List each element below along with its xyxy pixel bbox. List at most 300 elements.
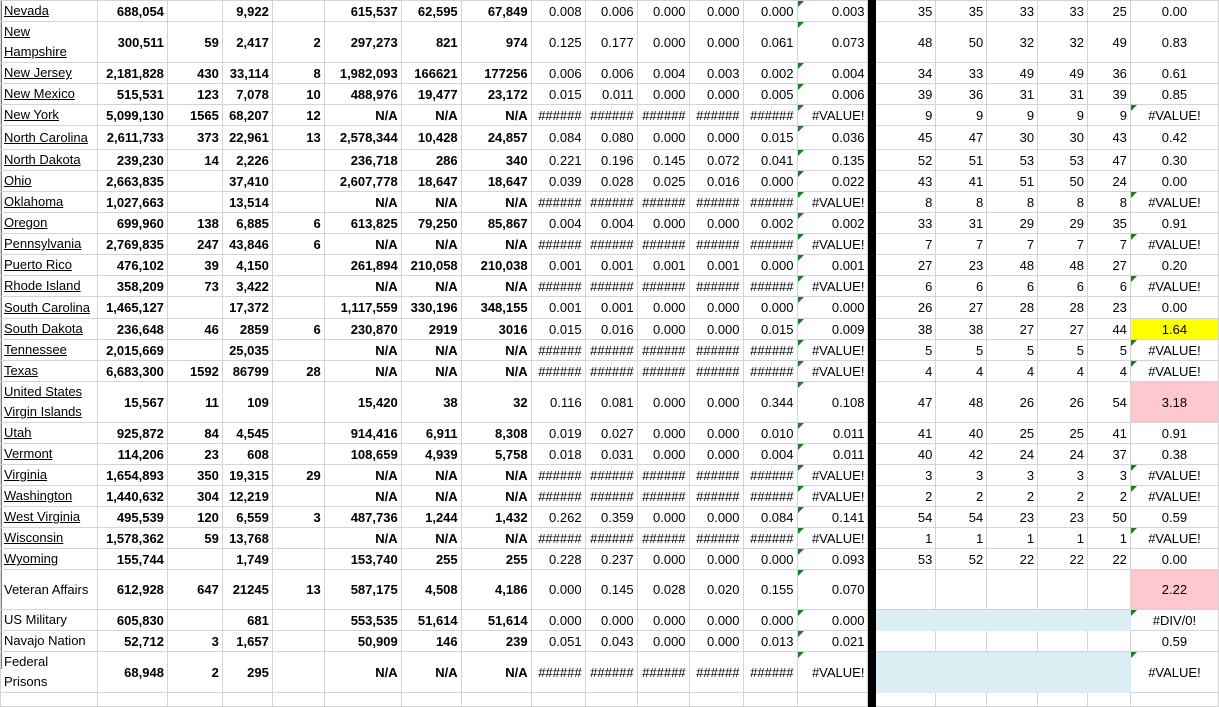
data-cell[interactable]: 18,647 [461, 171, 531, 192]
data-cell[interactable]: 0.116 [531, 382, 585, 423]
data-cell[interactable]: 1592 [167, 361, 222, 382]
data-cell[interactable]: 39 [167, 255, 222, 276]
rank-cell[interactable]: 3 [1038, 465, 1088, 486]
data-cell[interactable]: 0.001 [585, 297, 637, 319]
rank-cell[interactable]: 24 [1038, 444, 1088, 465]
data-cell[interactable]: 0.072 [689, 150, 743, 171]
rank-cell[interactable]: 23 [936, 255, 987, 276]
data-cell[interactable]: 0.000 [689, 610, 743, 631]
rank-cell[interactable]: 28 [987, 297, 1038, 319]
data-cell[interactable]: 0.008 [531, 1, 585, 22]
data-cell[interactable]: 236,648 [97, 319, 167, 340]
data-cell[interactable]: 6,559 [222, 507, 272, 528]
ratio-cell[interactable]: #VALUE! [1130, 340, 1218, 361]
data-cell[interactable]: 210,038 [461, 255, 531, 276]
data-cell[interactable]: 0.006 [585, 1, 637, 22]
data-cell[interactable]: ###### [637, 465, 689, 486]
data-cell[interactable]: ###### [689, 234, 743, 255]
data-cell[interactable]: 239 [461, 631, 531, 652]
data-cell[interactable]: 1,027,663 [97, 192, 167, 213]
state-link[interactable]: Tennessee [4, 342, 67, 357]
data-cell[interactable]: 821 [401, 22, 461, 63]
ratio-cell[interactable]: 0.00 [1130, 297, 1218, 319]
rank-cell[interactable] [936, 631, 987, 652]
data-cell[interactable]: 0.002 [797, 213, 868, 234]
data-cell[interactable]: ###### [585, 340, 637, 361]
data-cell[interactable]: 0.000 [689, 549, 743, 570]
data-cell[interactable]: 2,181,828 [97, 63, 167, 84]
data-cell[interactable]: ###### [689, 361, 743, 382]
row-label-cell[interactable] [1, 465, 98, 486]
data-cell[interactable]: 68,948 [97, 652, 167, 693]
row-label-cell[interactable] [1, 297, 98, 319]
data-cell[interactable]: 487,736 [324, 507, 401, 528]
rank-cell[interactable]: 51 [936, 150, 987, 171]
rank-cell[interactable]: 33 [987, 1, 1038, 22]
rank-cell[interactable]: 53 [1038, 150, 1088, 171]
data-cell[interactable]: 0.051 [531, 631, 585, 652]
rank-cell[interactable]: 35 [1088, 213, 1131, 234]
data-cell[interactable]: #VALUE! [797, 361, 868, 382]
data-cell[interactable]: 612,928 [97, 570, 167, 610]
rank-cell[interactable]: 48 [987, 255, 1038, 276]
data-cell[interactable]: ###### [743, 486, 797, 507]
rank-cell[interactable]: 27 [876, 255, 936, 276]
data-cell[interactable]: 0.006 [797, 84, 868, 105]
row-label-cell[interactable] [1, 570, 98, 610]
data-cell[interactable]: 0.000 [637, 382, 689, 423]
data-cell[interactable]: N/A [324, 234, 401, 255]
rank-cell[interactable] [936, 652, 987, 693]
data-cell[interactable]: 13,514 [222, 192, 272, 213]
data-cell[interactable]: 0.009 [797, 319, 868, 340]
data-cell[interactable]: 699,960 [97, 213, 167, 234]
data-cell[interactable]: 0.000 [689, 423, 743, 444]
row-label-cell[interactable] [1, 319, 98, 340]
rank-cell[interactable]: 27 [1088, 255, 1131, 276]
data-cell[interactable]: N/A [324, 361, 401, 382]
data-cell[interactable] [585, 693, 637, 707]
data-cell[interactable]: 2 [167, 652, 222, 693]
rank-cell[interactable]: 4 [936, 361, 987, 382]
data-cell[interactable] [461, 693, 531, 707]
rank-cell[interactable]: 5 [1088, 340, 1131, 361]
data-cell[interactable]: 0.043 [585, 631, 637, 652]
data-cell[interactable]: 19,477 [401, 84, 461, 105]
data-cell[interactable]: 138 [167, 213, 222, 234]
data-cell[interactable]: 0.000 [637, 126, 689, 150]
data-cell[interactable]: 2,607,778 [324, 171, 401, 192]
rank-cell[interactable]: 2 [876, 486, 936, 507]
row-label-cell[interactable] [1, 610, 98, 631]
data-cell[interactable]: 0.011 [797, 423, 868, 444]
data-cell[interactable]: 43,846 [222, 234, 272, 255]
data-cell[interactable]: N/A [324, 486, 401, 507]
rank-cell[interactable]: 41 [876, 423, 936, 444]
data-cell[interactable]: 28 [272, 361, 324, 382]
data-cell[interactable]: N/A [461, 486, 531, 507]
data-cell[interactable]: 0.000 [689, 444, 743, 465]
data-cell[interactable]: 1,654,893 [97, 465, 167, 486]
data-cell[interactable]: 1,578,362 [97, 528, 167, 549]
rank-cell[interactable] [1088, 693, 1131, 707]
data-cell[interactable]: 0.020 [689, 570, 743, 610]
data-cell[interactable]: 0.000 [743, 549, 797, 570]
rank-cell[interactable]: 22 [1038, 549, 1088, 570]
data-cell[interactable]: 29 [272, 465, 324, 486]
data-cell[interactable] [222, 693, 272, 707]
rank-cell[interactable]: 29 [1038, 213, 1088, 234]
rank-cell[interactable]: 2 [936, 486, 987, 507]
data-cell[interactable]: 15,420 [324, 382, 401, 423]
state-link[interactable]: North Dakota [4, 152, 81, 167]
data-cell[interactable]: 4,939 [401, 444, 461, 465]
rank-cell[interactable] [987, 693, 1038, 707]
data-cell[interactable]: 0.006 [585, 63, 637, 84]
rank-cell[interactable]: 7 [876, 234, 936, 255]
rank-cell[interactable]: 49 [1088, 22, 1131, 63]
data-cell[interactable]: 3 [167, 631, 222, 652]
rank-cell[interactable] [987, 652, 1038, 693]
data-cell[interactable]: 1,657 [222, 631, 272, 652]
rank-cell[interactable]: 40 [936, 423, 987, 444]
rank-cell[interactable] [936, 570, 987, 610]
data-cell[interactable]: N/A [401, 361, 461, 382]
ratio-cell[interactable]: 0.59 [1130, 631, 1218, 652]
data-cell[interactable]: 1,982,093 [324, 63, 401, 84]
data-cell[interactable]: 0.025 [637, 171, 689, 192]
data-cell[interactable]: 153,740 [324, 549, 401, 570]
data-cell[interactable]: 0.000 [689, 382, 743, 423]
rank-cell[interactable]: 52 [936, 549, 987, 570]
data-cell[interactable]: 0.000 [637, 297, 689, 319]
rank-cell[interactable]: 25 [1038, 423, 1088, 444]
rank-cell[interactable]: 35 [936, 1, 987, 22]
data-cell[interactable]: 0.001 [797, 255, 868, 276]
rank-cell[interactable] [987, 631, 1038, 652]
rank-cell[interactable]: 30 [1038, 126, 1088, 150]
rank-cell[interactable] [987, 610, 1038, 631]
rank-cell[interactable]: 34 [876, 63, 936, 84]
data-cell[interactable]: 0.001 [531, 297, 585, 319]
data-cell[interactable]: ###### [743, 234, 797, 255]
data-cell[interactable]: 38 [401, 382, 461, 423]
data-cell[interactable]: N/A [401, 340, 461, 361]
data-cell[interactable]: N/A [324, 465, 401, 486]
data-cell[interactable]: 6 [272, 234, 324, 255]
rank-cell[interactable] [936, 610, 987, 631]
data-cell[interactable]: ###### [585, 276, 637, 297]
data-cell[interactable]: 239,230 [97, 150, 167, 171]
ratio-cell[interactable]: #DIV/0! [1130, 610, 1218, 631]
data-cell[interactable]: 0.015 [531, 319, 585, 340]
data-cell[interactable]: ###### [689, 105, 743, 126]
data-cell[interactable]: #VALUE! [797, 652, 868, 693]
ratio-cell[interactable]: #VALUE! [1130, 486, 1218, 507]
data-cell[interactable]: ###### [531, 486, 585, 507]
rank-cell[interactable]: 1 [1088, 528, 1131, 549]
data-cell[interactable]: 340 [461, 150, 531, 171]
ratio-cell[interactable]: 0.42 [1130, 126, 1218, 150]
ratio-cell[interactable]: 0.85 [1130, 84, 1218, 105]
data-cell[interactable]: 0.000 [689, 22, 743, 63]
data-cell[interactable]: 24,857 [461, 126, 531, 150]
data-cell[interactable]: 62,595 [401, 1, 461, 22]
data-cell[interactable]: ###### [531, 340, 585, 361]
data-cell[interactable]: 0.028 [637, 570, 689, 610]
row-label-cell[interactable] [1, 528, 98, 549]
rank-cell[interactable]: 5 [987, 340, 1038, 361]
rank-cell[interactable]: 9 [936, 105, 987, 126]
rank-cell[interactable] [1038, 631, 1088, 652]
data-cell[interactable]: 0.001 [637, 255, 689, 276]
data-cell[interactable] [167, 297, 222, 319]
data-cell[interactable]: 12 [272, 105, 324, 126]
rank-cell[interactable]: 29 [987, 213, 1038, 234]
data-cell[interactable]: ###### [743, 465, 797, 486]
rank-cell[interactable]: 27 [987, 319, 1038, 340]
data-cell[interactable]: ###### [585, 486, 637, 507]
data-cell[interactable]: N/A [324, 340, 401, 361]
data-cell[interactable]: N/A [401, 528, 461, 549]
data-cell[interactable] [167, 610, 222, 631]
data-cell[interactable]: 0.000 [689, 507, 743, 528]
data-cell[interactable]: 23 [167, 444, 222, 465]
rank-cell[interactable]: 2 [1038, 486, 1088, 507]
data-cell[interactable]: 2919 [401, 319, 461, 340]
data-cell[interactable]: 0.000 [637, 213, 689, 234]
rank-cell[interactable]: 4 [1088, 361, 1131, 382]
rank-cell[interactable]: 47 [936, 126, 987, 150]
rank-cell[interactable]: 6 [936, 276, 987, 297]
rank-cell[interactable]: 9 [1088, 105, 1131, 126]
data-cell[interactable]: 0.004 [797, 63, 868, 84]
rank-cell[interactable]: 54 [936, 507, 987, 528]
data-cell[interactable]: 0.004 [637, 63, 689, 84]
data-cell[interactable]: 0.016 [689, 171, 743, 192]
data-cell[interactable]: 230,870 [324, 319, 401, 340]
rank-cell[interactable]: 8 [1038, 192, 1088, 213]
data-cell[interactable]: 2,417 [222, 22, 272, 63]
rank-cell[interactable]: 8 [936, 192, 987, 213]
state-link[interactable]: Pennsylvania [4, 236, 82, 251]
rank-cell[interactable]: 30 [987, 126, 1038, 150]
rank-cell[interactable]: 26 [1038, 382, 1088, 423]
data-cell[interactable] [797, 693, 868, 707]
data-cell[interactable]: 0.000 [531, 610, 585, 631]
data-cell[interactable]: 247 [167, 234, 222, 255]
data-cell[interactable]: 914,416 [324, 423, 401, 444]
data-cell[interactable]: 0.177 [585, 22, 637, 63]
data-cell[interactable]: ###### [531, 234, 585, 255]
data-cell[interactable]: 2,226 [222, 150, 272, 171]
data-cell[interactable]: 4,508 [401, 570, 461, 610]
data-cell[interactable]: 0.036 [797, 126, 868, 150]
data-cell[interactable] [167, 1, 222, 22]
data-cell[interactable]: ###### [637, 361, 689, 382]
data-cell[interactable]: ###### [689, 340, 743, 361]
data-cell[interactable]: 0.000 [743, 297, 797, 319]
data-cell[interactable]: 0.028 [585, 171, 637, 192]
row-label-cell[interactable] [1, 631, 98, 652]
data-cell[interactable]: 0.000 [637, 507, 689, 528]
data-cell[interactable]: 476,102 [97, 255, 167, 276]
row-label-cell[interactable] [1, 423, 98, 444]
data-cell[interactable]: 0.000 [797, 297, 868, 319]
rank-cell[interactable]: 3 [1088, 465, 1131, 486]
row-label-cell[interactable] [1, 22, 98, 63]
rank-cell[interactable]: 2 [987, 486, 1038, 507]
data-cell[interactable] [272, 528, 324, 549]
data-cell[interactable]: 688,054 [97, 1, 167, 22]
row-label-cell[interactable] [1, 1, 98, 22]
data-cell[interactable]: 0.005 [743, 84, 797, 105]
data-cell[interactable]: ###### [689, 652, 743, 693]
row-label-cell[interactable] [1, 126, 98, 150]
data-cell[interactable]: N/A [461, 192, 531, 213]
state-link[interactable]: North Carolina [4, 129, 88, 145]
data-cell[interactable]: 8 [272, 63, 324, 84]
ratio-cell[interactable]: 0.20 [1130, 255, 1218, 276]
state-link[interactable]: Oklahoma [4, 194, 64, 209]
rank-cell[interactable]: 36 [936, 84, 987, 105]
data-cell[interactable] [272, 255, 324, 276]
rank-cell[interactable]: 53 [987, 150, 1038, 171]
data-cell[interactable]: ###### [689, 486, 743, 507]
state-link[interactable]: New Mexico [4, 86, 75, 101]
rank-cell[interactable]: 22 [1088, 549, 1131, 570]
data-cell[interactable]: 166621 [401, 63, 461, 84]
data-cell[interactable]: 0.000 [637, 610, 689, 631]
rank-cell[interactable]: 33 [936, 63, 987, 84]
data-cell[interactable]: 0.155 [743, 570, 797, 610]
row-label-cell[interactable] [1, 171, 98, 192]
state-link[interactable]: South Dakota [4, 321, 83, 336]
row-label-cell[interactable] [1, 84, 98, 105]
ratio-cell[interactable]: 0.61 [1130, 63, 1218, 84]
data-cell[interactable]: 0.001 [585, 255, 637, 276]
ratio-cell[interactable]: 0.83 [1130, 22, 1218, 63]
state-link[interactable]: Texas [4, 363, 38, 378]
data-cell[interactable]: 59 [167, 528, 222, 549]
data-cell[interactable]: 0.015 [743, 319, 797, 340]
data-cell[interactable]: 9,922 [222, 1, 272, 22]
data-cell[interactable]: N/A [461, 465, 531, 486]
state-link[interactable]: Wisconsin [4, 530, 64, 545]
row-label-cell[interactable] [1, 192, 98, 213]
rank-cell[interactable]: 31 [1038, 84, 1088, 105]
data-cell[interactable] [167, 693, 222, 707]
data-cell[interactable]: N/A [461, 361, 531, 382]
data-cell[interactable]: 0.000 [743, 255, 797, 276]
data-cell[interactable] [272, 486, 324, 507]
data-cell[interactable] [689, 693, 743, 707]
data-cell[interactable]: N/A [324, 528, 401, 549]
ratio-cell[interactable]: 3.18 [1130, 382, 1218, 423]
data-cell[interactable] [272, 340, 324, 361]
row-label-cell[interactable] [1, 382, 98, 423]
data-cell[interactable]: 50,909 [324, 631, 401, 652]
rank-cell[interactable]: 39 [876, 84, 936, 105]
data-cell[interactable]: 15,567 [97, 382, 167, 423]
data-cell[interactable]: 46 [167, 319, 222, 340]
ratio-cell[interactable]: 2.22 [1130, 570, 1218, 610]
rank-cell[interactable]: 50 [936, 22, 987, 63]
data-cell[interactable]: 613,825 [324, 213, 401, 234]
rank-cell[interactable] [1088, 610, 1131, 631]
rank-cell[interactable]: 6 [987, 276, 1038, 297]
row-label-cell[interactable] [1, 549, 98, 570]
row-label-cell[interactable] [1, 693, 98, 707]
data-cell[interactable]: 0.003 [689, 63, 743, 84]
data-cell[interactable]: 2,015,669 [97, 340, 167, 361]
data-cell[interactable]: 0.344 [743, 382, 797, 423]
data-cell[interactable]: 32 [461, 382, 531, 423]
row-label-cell[interactable] [1, 213, 98, 234]
data-cell[interactable]: #VALUE! [797, 340, 868, 361]
data-cell[interactable]: ###### [531, 361, 585, 382]
rank-cell[interactable]: 38 [876, 319, 936, 340]
data-cell[interactable] [272, 423, 324, 444]
data-cell[interactable]: 120 [167, 507, 222, 528]
rank-cell[interactable]: 9 [1038, 105, 1088, 126]
data-cell[interactable]: 0.000 [689, 84, 743, 105]
data-cell[interactable] [324, 693, 401, 707]
state-link[interactable]: Wyoming [4, 551, 59, 566]
data-cell[interactable]: 3016 [461, 319, 531, 340]
rank-cell[interactable]: 6 [876, 276, 936, 297]
data-cell[interactable] [167, 549, 222, 570]
data-cell[interactable]: N/A [401, 465, 461, 486]
rank-cell[interactable]: 23 [1038, 507, 1088, 528]
state-link[interactable]: Nevada [4, 3, 49, 18]
data-cell[interactable]: 13 [272, 126, 324, 150]
data-cell[interactable]: 0.004 [531, 213, 585, 234]
data-cell[interactable]: 2,578,344 [324, 126, 401, 150]
data-cell[interactable] [272, 171, 324, 192]
data-cell[interactable]: 0.021 [797, 631, 868, 652]
data-cell[interactable]: N/A [401, 486, 461, 507]
rank-cell[interactable] [1088, 652, 1131, 693]
rank-cell[interactable]: 48 [876, 22, 936, 63]
rank-cell[interactable]: 23 [1088, 297, 1131, 319]
data-cell[interactable]: 0.003 [797, 1, 868, 22]
data-cell[interactable]: 515,531 [97, 84, 167, 105]
rank-cell[interactable]: 53 [876, 549, 936, 570]
state-link[interactable]: New York [4, 107, 59, 122]
data-cell[interactable]: 304 [167, 486, 222, 507]
ratio-cell[interactable]: 0.00 [1130, 171, 1218, 192]
ratio-cell[interactable]: 0.00 [1130, 1, 1218, 22]
rank-cell[interactable]: 27 [1038, 319, 1088, 340]
data-cell[interactable]: 350 [167, 465, 222, 486]
data-cell[interactable] [97, 693, 167, 707]
rank-cell[interactable]: 41 [936, 171, 987, 192]
data-cell[interactable]: 2 [272, 22, 324, 63]
row-label-cell[interactable] [1, 361, 98, 382]
rank-cell[interactable]: 33 [876, 213, 936, 234]
data-cell[interactable]: 0.000 [689, 297, 743, 319]
state-link[interactable]: Oregon [4, 215, 48, 230]
data-cell[interactable]: 3 [272, 507, 324, 528]
rank-cell[interactable]: 26 [876, 297, 936, 319]
data-cell[interactable]: 0.016 [585, 319, 637, 340]
data-cell[interactable]: 300,511 [97, 22, 167, 63]
data-cell[interactable]: N/A [461, 105, 531, 126]
data-cell[interactable]: N/A [324, 652, 401, 693]
rank-cell[interactable]: 6 [1088, 276, 1131, 297]
data-cell[interactable]: N/A [461, 652, 531, 693]
